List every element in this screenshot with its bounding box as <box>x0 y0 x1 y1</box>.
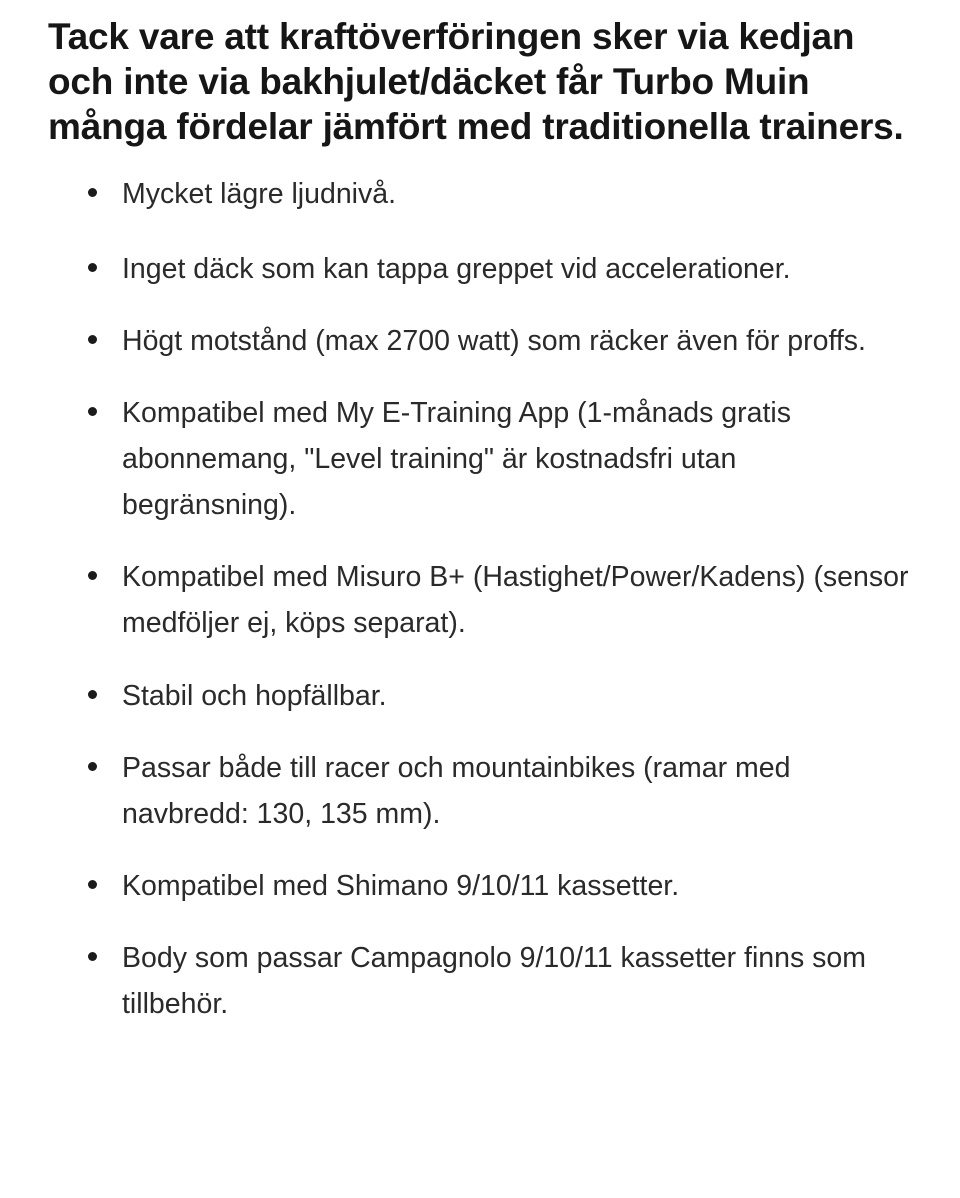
list-item-label: Stabil och hopfällbar. <box>122 679 387 712</box>
list-item <box>48 863 916 909</box>
bullet-icon <box>88 335 97 344</box>
list-item <box>48 246 916 292</box>
bullet-icon <box>88 407 97 416</box>
bullet-icon <box>88 571 97 580</box>
list-item <box>48 390 916 528</box>
list-item-label: Mycket lägre ljudnivå. <box>122 178 397 211</box>
feature-list <box>48 171 916 1027</box>
bullet-icon <box>88 880 97 889</box>
list-item-label: Kompatibel med Shimano 9/10/11 kassetter. <box>122 870 680 903</box>
list-item <box>48 554 916 646</box>
list-item <box>48 673 916 719</box>
list-item <box>48 745 916 837</box>
bullet-icon <box>88 263 97 272</box>
bullet-icon <box>88 188 97 197</box>
list-item-label: Kompatibel med My E-Training App (1-månads gratis abonnemang, "Level training" är kostnadsfri utan begränsning). <box>122 396 791 522</box>
list-item-label: Passar både till racer och mountainbikes (ramar med navbredd: 130, 135 mm). <box>122 751 791 830</box>
list-item-label: Kompatibel med Misuro B+ (Hastighet/Power/Kadens) (sensor medföljer ej, köps separat). <box>122 561 909 640</box>
list-item-label: Body som passar Campagnolo 9/10/11 kassetter finns som tillbehör. <box>122 942 867 1021</box>
intro-paragraph: Tack vare att kraftöverföringen sker via kedjan och inte via bakhjulet/däcket får Turbo Muin många fördelar jämfört med traditionella trainers. <box>48 16 904 148</box>
bullet-icon <box>88 762 97 771</box>
list-item <box>48 935 916 1027</box>
list-item <box>48 171 916 217</box>
bullet-icon <box>88 952 97 961</box>
list-item-label: Inget däck som kan tappa greppet vid accelerationer. <box>122 252 791 285</box>
bullet-icon <box>88 690 97 699</box>
list-item-label: Högt motstånd (max 2700 watt) som räcker även för proffs. <box>122 324 866 357</box>
list-item <box>48 318 916 364</box>
